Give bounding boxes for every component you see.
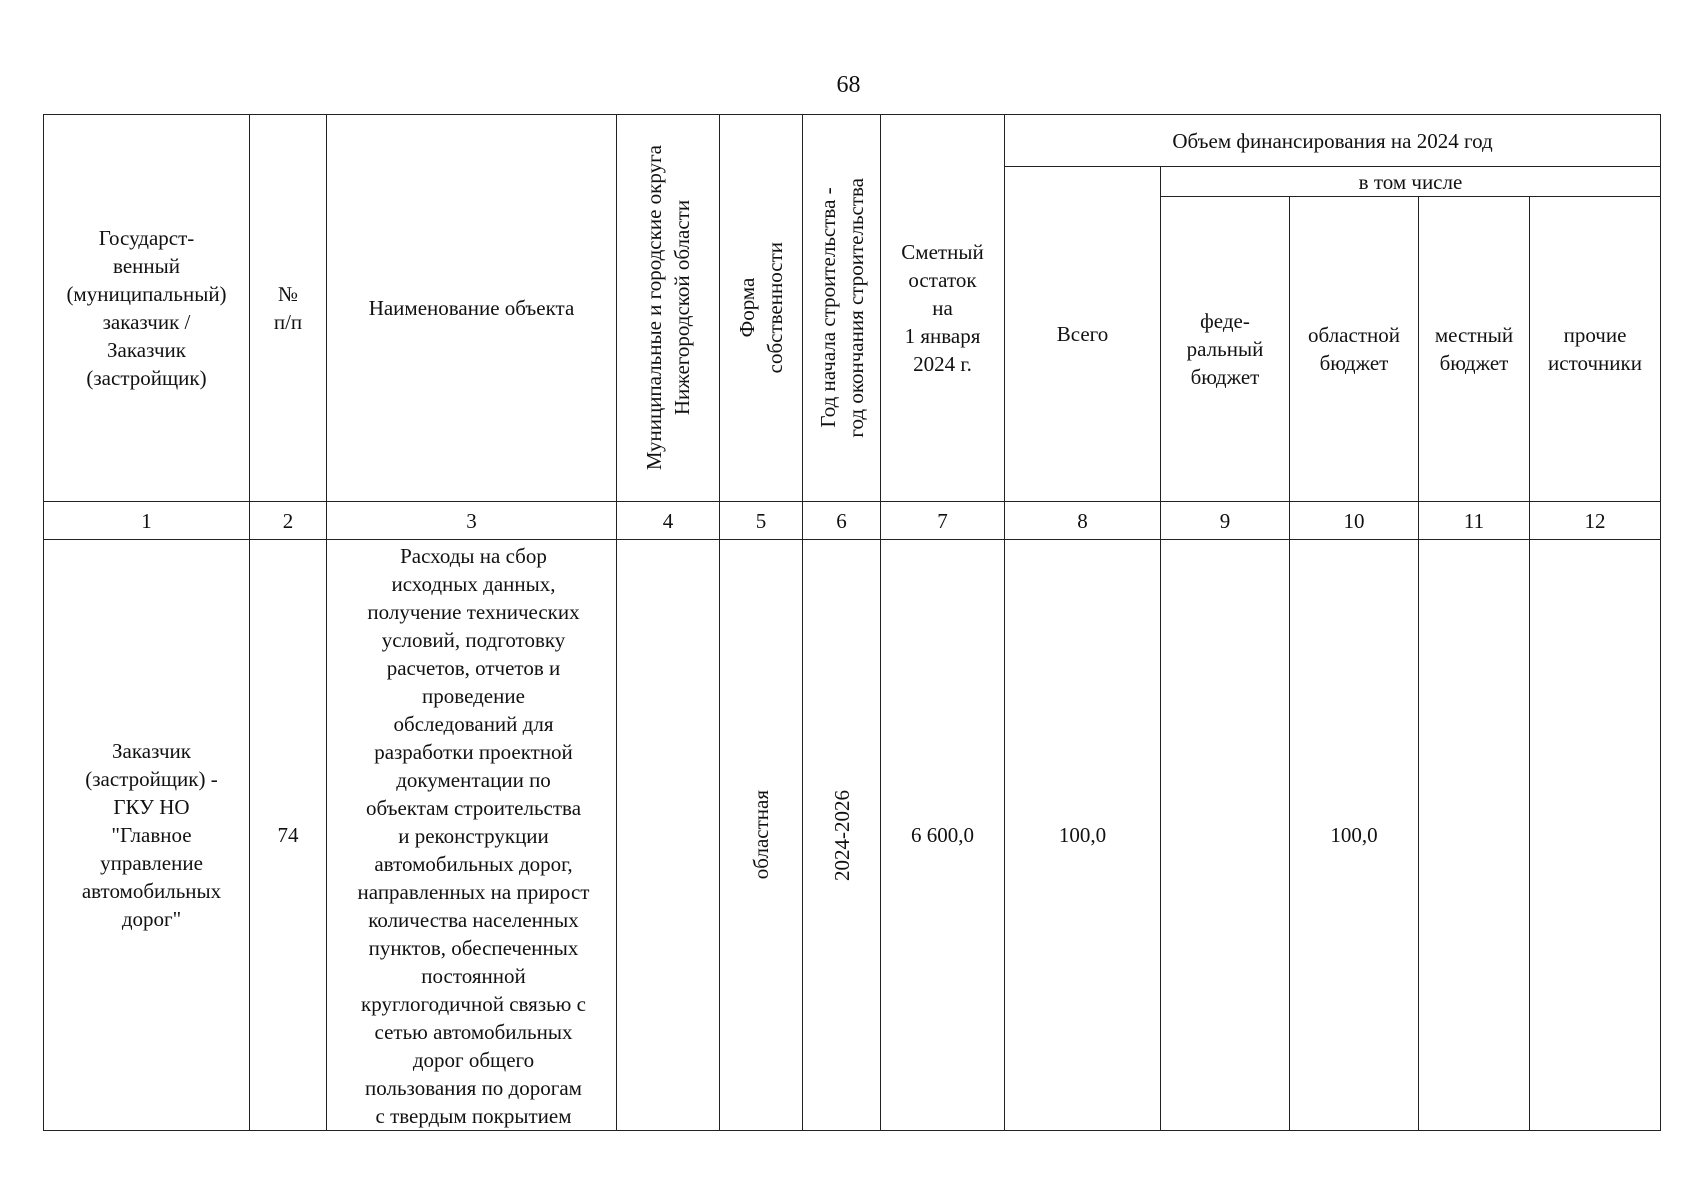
header-funding-title: Объем финансирования на 2024 год: [1005, 115, 1661, 167]
header-municipality: Муниципальные и городские округа Нижегородской области: [617, 115, 720, 502]
header-including: в том числе: [1161, 167, 1661, 197]
column-number: 1: [44, 502, 250, 540]
header-federal: феде- ральный бюджет: [1161, 197, 1290, 502]
page-number: 68: [836, 72, 861, 98]
cell-object-name: Расходы на сбор исходных данных, получение технических условий, подготовку расчетов, отчетов и проведение обследований для разработки проектной документации по объектам строительства и реконструкции автомобильных дорог, направленных на прирост количества населенных пунктов, обеспеченных постоянной круглогодичной связью с сетью автомобильных дорог общего пользования по дорогам с твердым покрытием: [327, 540, 617, 1131]
column-number: 4: [617, 502, 720, 540]
cell-other: [1530, 540, 1661, 1131]
cell-estimated-balance: 6 600,0: [881, 540, 1005, 1131]
column-number: 9: [1161, 502, 1290, 540]
header-regional: областной бюджет: [1290, 197, 1419, 502]
column-number: 12: [1530, 502, 1661, 540]
header-number: № п/п: [250, 115, 327, 502]
column-number: 8: [1005, 502, 1161, 540]
cell-regional: 100,0: [1290, 540, 1419, 1131]
table-row: [44, 540, 1661, 1131]
header-years: Год начала строительства - год окончания строительства: [803, 115, 881, 502]
header-total: Всего: [1005, 167, 1161, 502]
header-local: местный бюджет: [1419, 197, 1530, 502]
header-object-name: Наименование объекта: [327, 115, 617, 502]
column-number: 2: [250, 502, 327, 540]
header-ownership: Форма собственности: [720, 115, 803, 502]
column-number: 7: [881, 502, 1005, 540]
column-number: 3: [327, 502, 617, 540]
header-customer: Государст- венный (муниципальный) заказчик / Заказчик (застройщик): [44, 115, 250, 502]
cell-federal: [1161, 540, 1290, 1131]
cell-number: 74: [250, 540, 327, 1131]
column-number: 11: [1419, 502, 1530, 540]
financing-table: [43, 114, 1661, 1131]
cell-years: 2024-2026: [803, 540, 881, 1131]
header-other: прочие источники: [1530, 197, 1661, 502]
cell-ownership: областная: [720, 540, 803, 1131]
column-number: 5: [720, 502, 803, 540]
cell-total: 100,0: [1005, 540, 1161, 1131]
header-estimated-balance: Сметный остаток на 1 января 2024 г.: [881, 115, 1005, 502]
column-numbers-row: [44, 502, 1661, 540]
column-number: 6: [803, 502, 881, 540]
column-number: 10: [1290, 502, 1419, 540]
header-row: [44, 115, 1661, 167]
cell-local: [1419, 540, 1530, 1131]
cell-customer: Заказчик (застройщик) - ГКУ НО "Главное управление автомобильных дорог": [44, 540, 250, 1131]
cell-municipality: [617, 540, 720, 1131]
